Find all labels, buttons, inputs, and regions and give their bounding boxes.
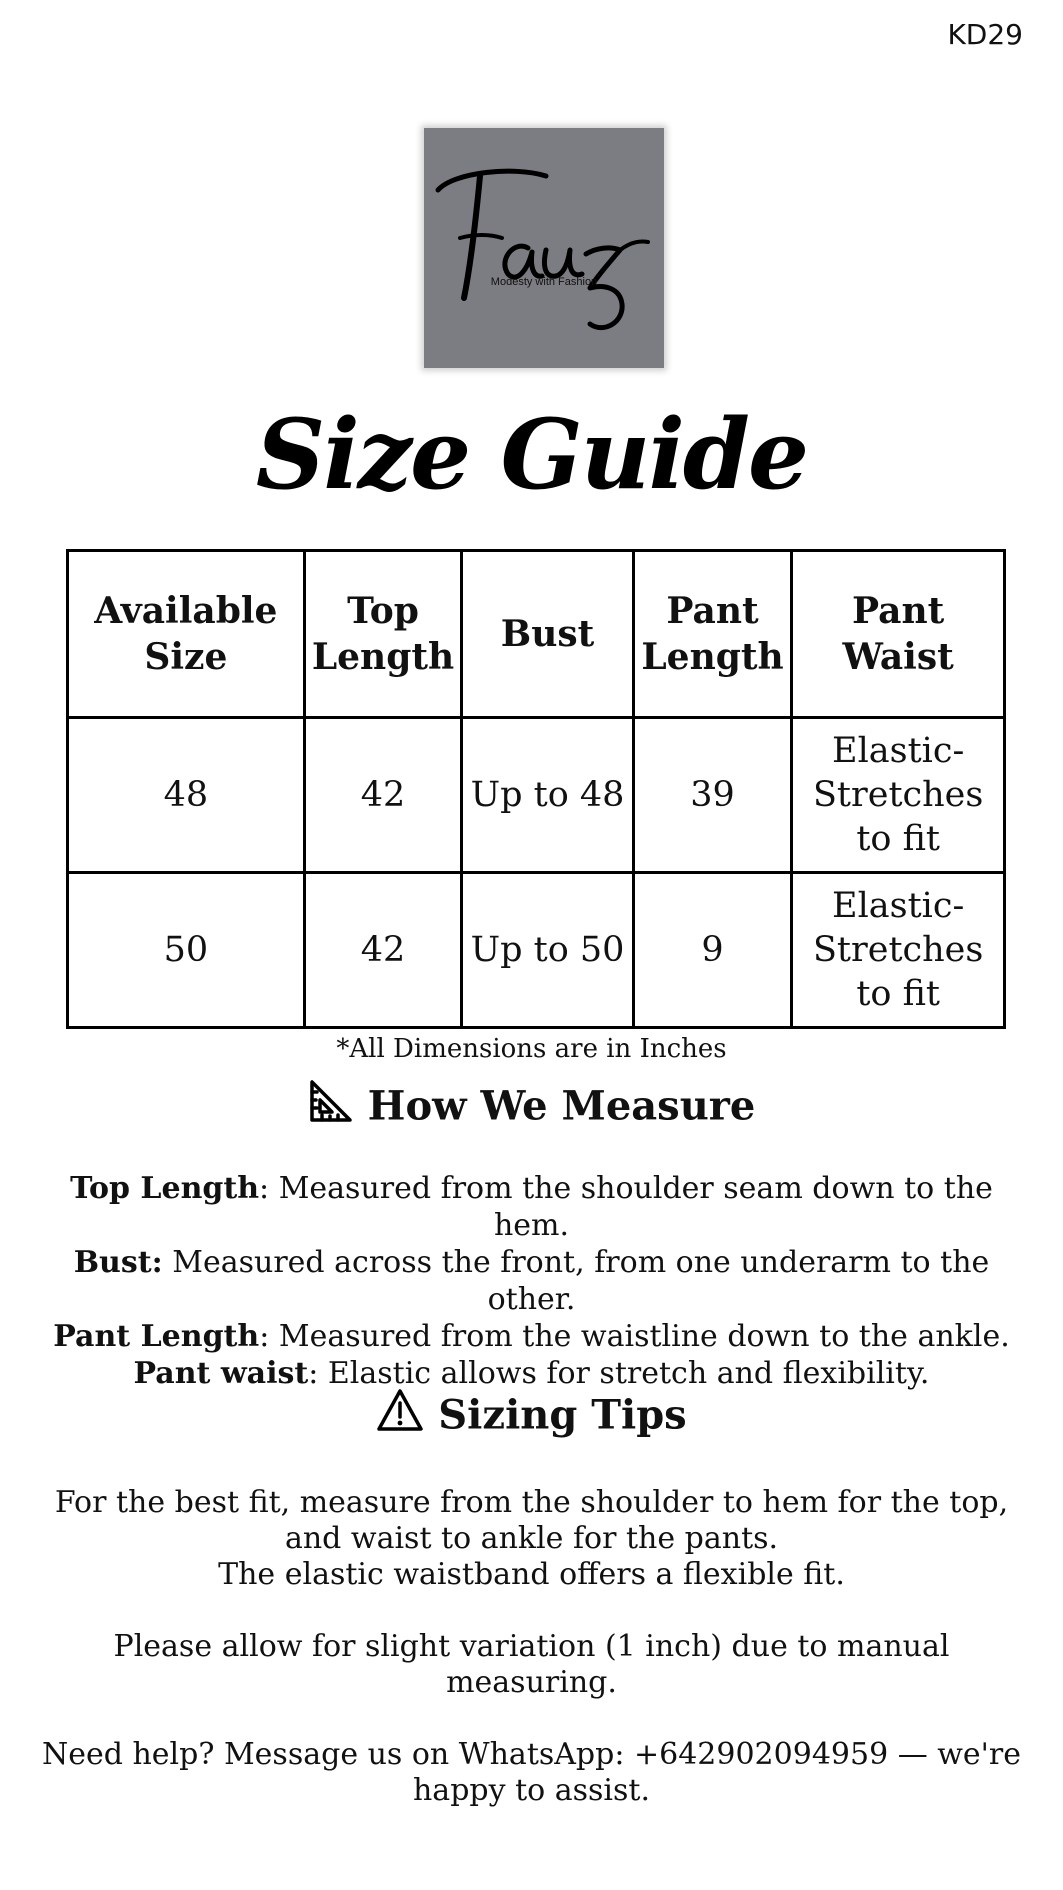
measure-list [40,1170,1023,1392]
sizing-tips-title: Sizing Tips [438,1391,687,1439]
header-bust: Bust [462,551,634,718]
how-we-measure-heading [0,1078,1063,1134]
warning-triangle-icon [376,1388,424,1442]
logo-tagline: Modesty with Fashion [490,276,598,288]
measure-item-pant-waist [40,1355,1023,1392]
dimensions-note: *All Dimensions are in Inches [336,1034,727,1064]
header-available-size: Available Size [68,551,305,718]
how-we-measure-title: How We Measure [367,1082,756,1130]
header-pant-length: Pant Length [633,551,792,718]
tip-best-fit: For the best fit, measure from the shoulder to hem for the top, and waist to ankle for the pants. [54,1485,1009,1556]
measure-text: Measured from the shoulder seam down to the hem. [269,1171,993,1243]
brand-logo [424,128,664,368]
cell-size: 48 [68,718,305,873]
tip-variation: Please allow for slight variation (1 inch) due to manual measuring. [113,1629,950,1700]
measure-item-bust [40,1244,1023,1318]
table-header-row [68,551,1005,718]
fauz-logo-graphic [424,128,664,368]
measure-text: Elastic allows for stretch and flexibility. [318,1356,930,1391]
product-code: KD29 [947,18,1023,51]
measure-text: Measured across the front, from one underarm to the other. [162,1245,990,1317]
header-top-length: Top Length [304,551,462,718]
cell-bust: Up to 50 [462,873,634,1028]
cell-pant-length: 39 [633,718,792,873]
cell-size: 50 [68,873,305,1028]
measure-sep: : [259,1171,270,1206]
measure-label: Pant waist [133,1356,309,1391]
table-row [68,718,1005,873]
spacer [40,1701,1023,1737]
table-row [68,873,1005,1028]
sizing-tips-text [40,1485,1023,1809]
cell-bust: Up to 48 [462,718,634,873]
measure-sep: : [259,1319,270,1354]
measure-label: Pant Length [53,1319,260,1354]
measure-sep: : [308,1356,319,1391]
set-square-ruler-icon [308,1078,354,1134]
cell-top-length: 42 [304,718,462,873]
measure-label: Bust: [73,1245,163,1280]
measure-label: Top Length [70,1171,260,1206]
header-pant-waist: Pant Waist [792,551,1005,718]
cell-pant-waist: Elastic-Stretches to fit [792,873,1005,1028]
cell-pant-waist: Elastic-Stretches to fit [792,718,1005,873]
measure-text: Measured from the waistline down to the ankle. [269,1319,1010,1354]
measure-item-pant-length [40,1318,1023,1355]
spacer [40,1593,1023,1629]
sizing-tips-heading [0,1388,1063,1442]
tip-elastic: The elastic waistband offers a flexible fit. [218,1557,845,1592]
cell-top-length: 42 [304,873,462,1028]
size-table [66,549,1006,1029]
tip-help: Need help? Message us on WhatsApp: +642902094959 — we're happy to assist. [41,1737,1022,1808]
measure-item-top-length [40,1170,1023,1244]
cell-pant-length: 9 [633,873,792,1028]
page-title: Size Guide [255,398,808,511]
